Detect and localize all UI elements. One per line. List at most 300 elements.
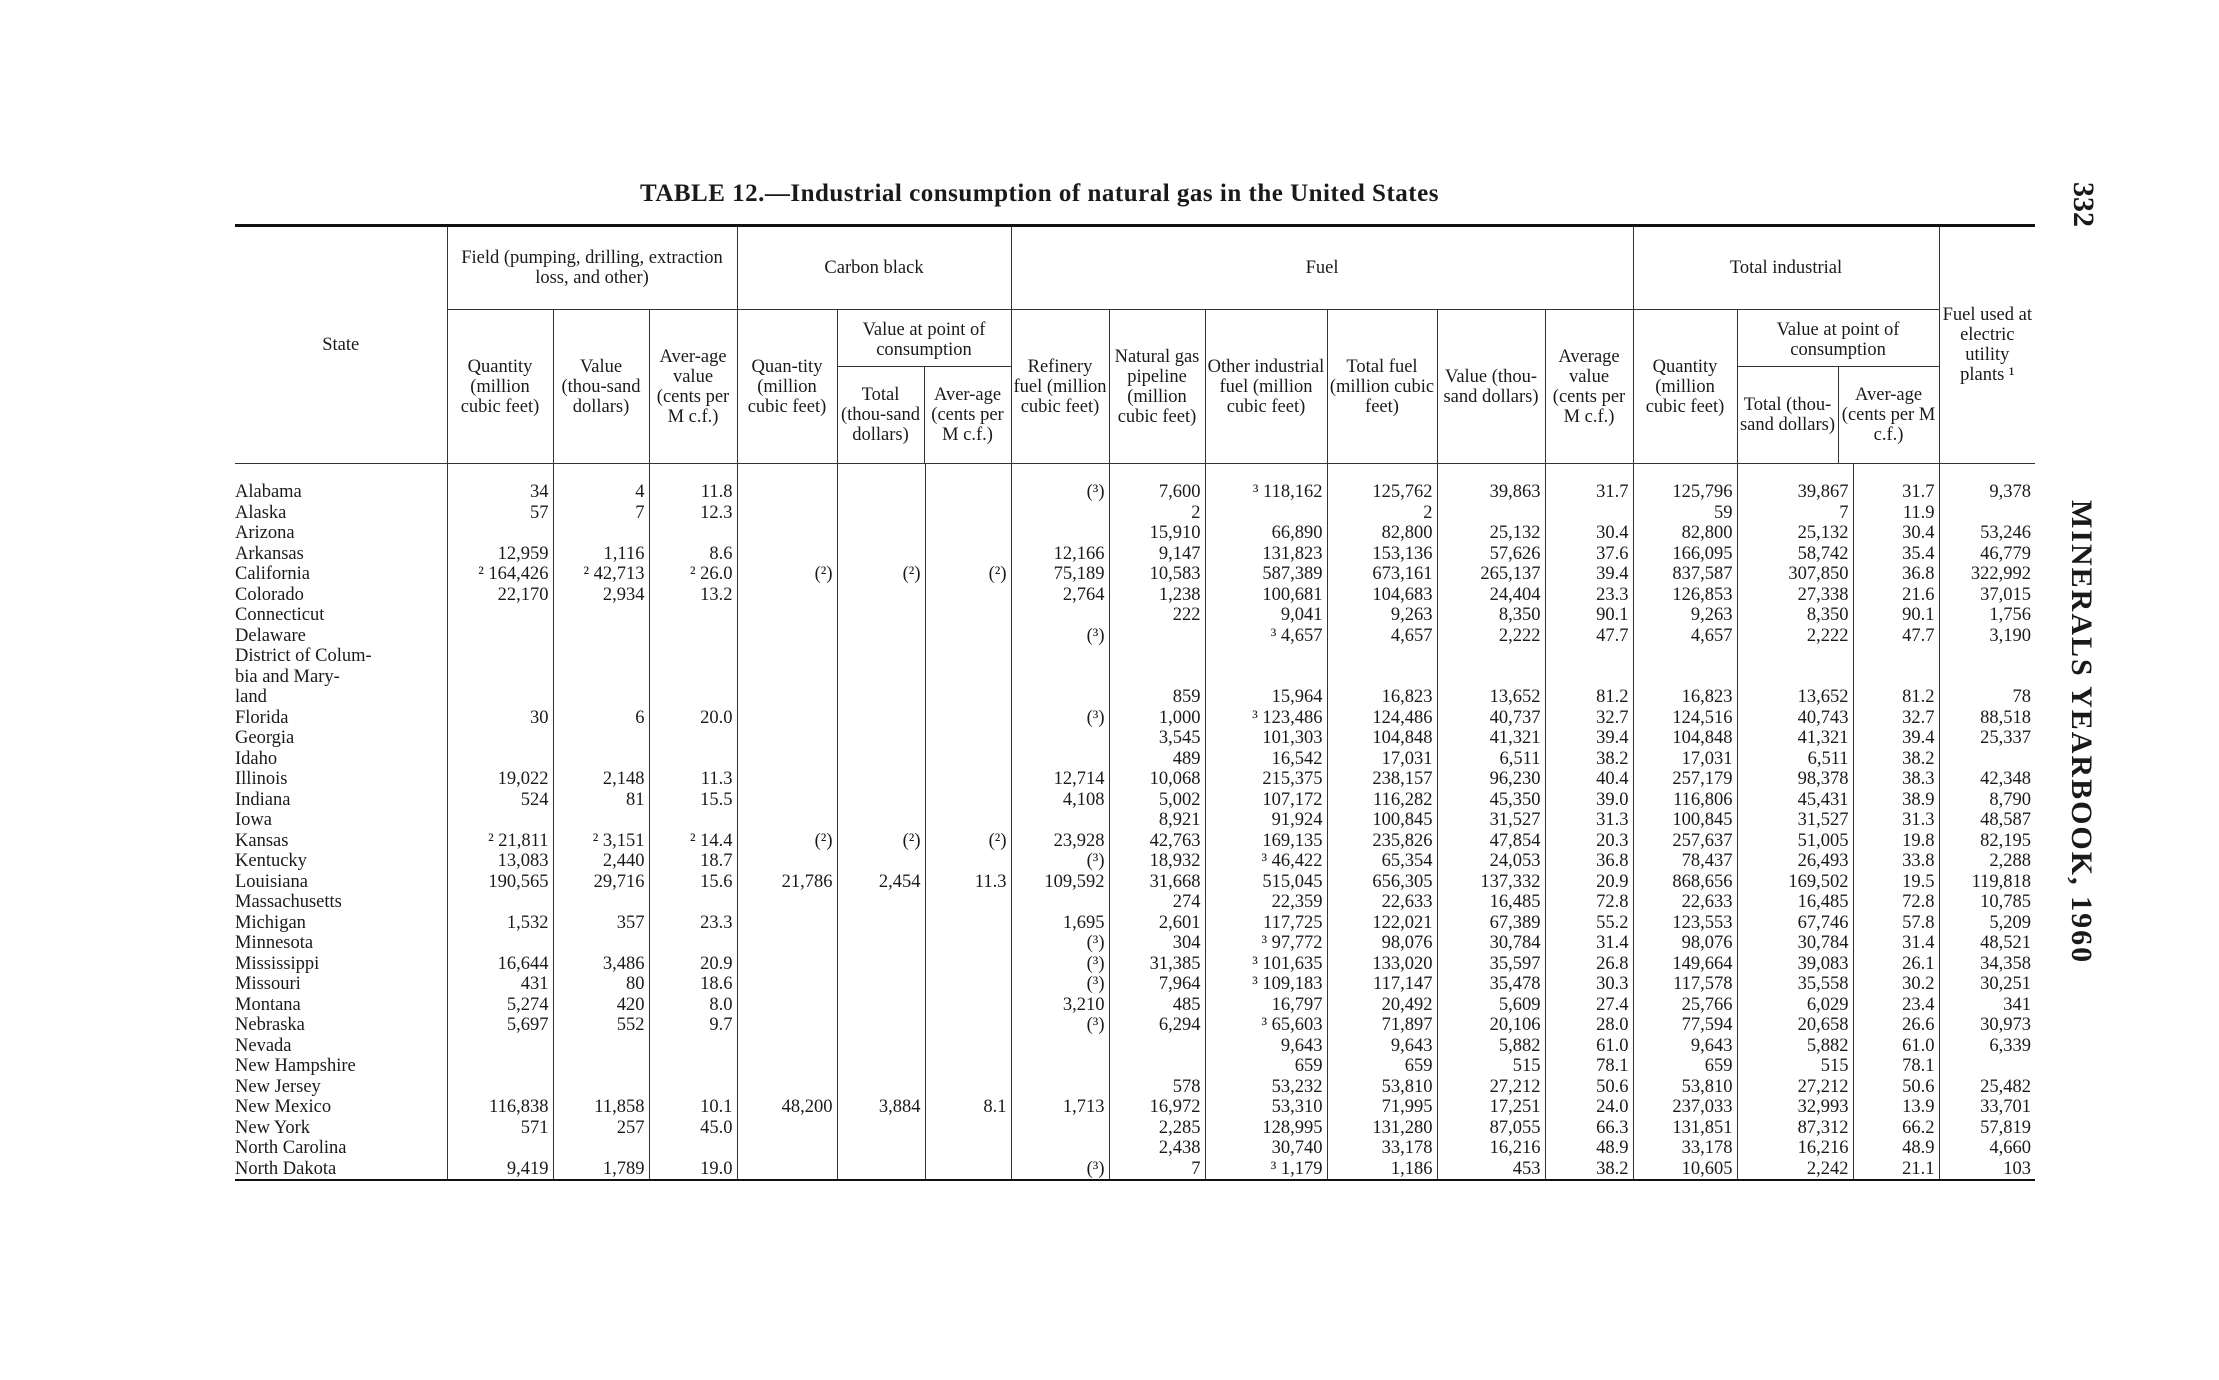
table-cell (925, 1036, 1011, 1057)
table-cell: 131,851 (1633, 1118, 1737, 1139)
table-cell (447, 1036, 553, 1057)
header-total-value-group (1737, 310, 1939, 464)
table-cell (737, 810, 837, 831)
table-cell: (³) (1011, 1015, 1109, 1036)
table-cell: 552 (553, 1015, 649, 1036)
table-cell: 87,312 (1737, 1118, 1853, 1139)
table-cell: 238,157 (1327, 769, 1437, 790)
table-cell: 65,354 (1327, 851, 1437, 872)
table-cell: 40,743 (1737, 708, 1853, 729)
table-cell (1437, 646, 1545, 667)
table-cell: 116,838 (447, 1097, 553, 1118)
table-cell (1109, 646, 1205, 667)
table-cell (649, 1138, 737, 1159)
table-cell: 31.7 (1853, 464, 1939, 503)
table-cell (925, 933, 1011, 954)
table-cell: 515,045 (1205, 872, 1327, 893)
table-body (235, 464, 2035, 1181)
state-label: Iowa (235, 810, 272, 830)
table-cell: 31,668 (1109, 872, 1205, 893)
table-cell: 67,389 (1437, 913, 1545, 934)
table-cell: 82,800 (1633, 523, 1737, 544)
table-cell: 122,021 (1327, 913, 1437, 934)
state-name (235, 1159, 447, 1181)
table-cell (837, 464, 925, 503)
table-cell: 100,845 (1633, 810, 1737, 831)
table-cell: 10,605 (1633, 1159, 1737, 1181)
table-cell (1011, 1056, 1109, 1077)
table-cell: 515 (1437, 1056, 1545, 1077)
table-cell: 47.7 (1545, 626, 1633, 647)
table-cell: 12.3 (649, 503, 737, 524)
table-cell: 9,041 (1205, 605, 1327, 626)
table-cell: 257 (553, 1118, 649, 1139)
table-cell: 2,438 (1109, 1138, 1205, 1159)
table-cell: 16,542 (1205, 749, 1327, 770)
table-cell: 31.3 (1545, 810, 1633, 831)
header-electric: Fuel used at electric utility plants ¹ (1939, 226, 2035, 464)
table-cell (447, 523, 553, 544)
table-cell: 23,928 (1011, 831, 1109, 852)
running-head: MINERALS YEARBOOK, 1960 (2065, 500, 2098, 965)
table-cell (737, 769, 837, 790)
table-cell: 77,594 (1633, 1015, 1737, 1036)
table-cell (837, 728, 925, 749)
table-cell: 8,350 (1737, 605, 1853, 626)
table-cell: 587,389 (1205, 564, 1327, 585)
table-cell: 91,924 (1205, 810, 1327, 831)
table-cell: 39,867 (1737, 464, 1853, 503)
table-cell: 45,350 (1437, 790, 1545, 811)
table-cell: 123,553 (1633, 913, 1737, 934)
state-name (235, 851, 447, 872)
table-cell: 22,170 (447, 585, 553, 606)
state-name (235, 769, 447, 790)
table-cell (447, 810, 553, 831)
table-row (235, 544, 2035, 565)
table-cell: 58,742 (1737, 544, 1853, 565)
table-cell: 659 (1205, 1056, 1327, 1077)
table-cell (553, 749, 649, 770)
table-cell (837, 749, 925, 770)
state-name (235, 464, 447, 503)
table-cell (447, 646, 553, 667)
table-cell: 8,921 (1109, 810, 1205, 831)
table-cell (837, 708, 925, 729)
table-cell (553, 1077, 649, 1098)
state-name (235, 1056, 447, 1077)
table-cell (837, 933, 925, 954)
table-cell (1939, 749, 2035, 770)
state-name (235, 749, 447, 770)
table-cell: 38.3 (1853, 769, 1939, 790)
table-cell (649, 523, 737, 544)
state-label: Montana (235, 994, 301, 1015)
table-cell: 20.9 (649, 954, 737, 975)
table-cell: ³ 65,603 (1205, 1015, 1327, 1036)
table-cell: 59 (1633, 503, 1737, 524)
table-cell (737, 626, 837, 647)
table-row (235, 1056, 2035, 1077)
table-cell: 101,303 (1205, 728, 1327, 749)
table-cell (1011, 687, 1109, 708)
table-cell: 104,683 (1327, 585, 1437, 606)
table-cell: (²) (737, 564, 837, 585)
table-cell (737, 913, 837, 934)
table-cell: 8.1 (925, 1097, 1011, 1118)
table-cell: 6,294 (1109, 1015, 1205, 1036)
table-cell (925, 749, 1011, 770)
table-cell: 35,597 (1437, 954, 1545, 975)
table-row (235, 995, 2035, 1016)
table-cell (737, 749, 837, 770)
table-cell (737, 464, 837, 503)
table-cell: 2,601 (1109, 913, 1205, 934)
state-label: Massachusetts (235, 892, 342, 912)
table-cell: 169,502 (1737, 872, 1853, 893)
table-cell (925, 892, 1011, 913)
table-cell: 659 (1327, 1056, 1437, 1077)
header-total-group: Total industrial (1633, 226, 1939, 310)
table-cell (649, 728, 737, 749)
table-cell: 71,897 (1327, 1015, 1437, 1036)
state-name (235, 503, 447, 524)
table-cell: 20.9 (1545, 872, 1633, 893)
header-carbon-vp: Value at point of consumption (838, 310, 1011, 367)
table-cell (1011, 749, 1109, 770)
table-cell: 257,179 (1633, 769, 1737, 790)
state-name (235, 974, 447, 995)
table-cell: 40.4 (1545, 769, 1633, 790)
table-cell (1633, 667, 1737, 688)
state-label: Connecticut (235, 605, 325, 625)
table-cell (553, 810, 649, 831)
table-cell: 109,592 (1011, 872, 1109, 893)
table-cell: 7 (1109, 1159, 1205, 1181)
table-cell (925, 585, 1011, 606)
table-cell: 489 (1109, 749, 1205, 770)
table-cell: 119,818 (1939, 872, 2035, 893)
table-cell: 20,492 (1327, 995, 1437, 1016)
table-cell: 22,633 (1327, 892, 1437, 913)
table-cell: 48.9 (1545, 1138, 1633, 1159)
table-cell: 837,587 (1633, 564, 1737, 585)
table-cell: 1,238 (1109, 585, 1205, 606)
table-cell: 12,166 (1011, 544, 1109, 565)
table-cell: 3,486 (553, 954, 649, 975)
table-cell: 30 (447, 708, 553, 729)
table-cell: 20.0 (649, 708, 737, 729)
table-cell: 21,786 (737, 872, 837, 893)
table-cell: 11.9 (1853, 503, 1939, 524)
table-cell: ³ 97,772 (1205, 933, 1327, 954)
table-cell (737, 523, 837, 544)
table-cell (1205, 667, 1327, 688)
table-cell: 10,785 (1939, 892, 2035, 913)
table-cell: 78 (1939, 687, 2035, 708)
table-cell (553, 605, 649, 626)
table-row (235, 564, 2035, 585)
table-row (235, 605, 2035, 626)
state-name (235, 933, 447, 954)
table-cell: 11.3 (649, 769, 737, 790)
table-cell: 27,338 (1737, 585, 1853, 606)
table-cell: 103 (1939, 1159, 2035, 1181)
table-cell: 7,964 (1109, 974, 1205, 995)
table-cell: 78.1 (1853, 1056, 1939, 1077)
table-cell: 274 (1109, 892, 1205, 913)
table-cell: 39.4 (1545, 564, 1633, 585)
table-cell (1205, 646, 1327, 667)
table-cell: 53,810 (1327, 1077, 1437, 1098)
state-label: Idaho (235, 748, 278, 769)
table-cell: 72.8 (1853, 892, 1939, 913)
table-cell: 53,246 (1939, 523, 2035, 544)
table-cell: 21.6 (1853, 585, 1939, 606)
table-cell: 98,378 (1737, 769, 1853, 790)
table-cell: 17,031 (1633, 749, 1737, 770)
table-row (235, 954, 2035, 975)
table-cell (837, 769, 925, 790)
table-cell: 23.4 (1853, 995, 1939, 1016)
table-cell: 25,132 (1737, 523, 1853, 544)
table-cell (925, 687, 1011, 708)
table-cell: 42,763 (1109, 831, 1205, 852)
table-row (235, 523, 2035, 544)
state-name (235, 728, 447, 749)
table-cell: (³) (1011, 974, 1109, 995)
table-cell: 78.1 (1545, 1056, 1633, 1077)
table-cell: 37,015 (1939, 585, 2035, 606)
table-cell (1939, 646, 2035, 667)
table-cell (837, 1015, 925, 1036)
table-cell (447, 687, 553, 708)
state-label: Georgia (235, 728, 295, 748)
table-cell: 39,083 (1737, 954, 1853, 975)
table-cell (1109, 626, 1205, 647)
table-cell (649, 810, 737, 831)
table-cell (1327, 667, 1437, 688)
table-cell (1011, 605, 1109, 626)
table-cell: 515 (1737, 1056, 1853, 1077)
table-cell (1737, 646, 1853, 667)
table-row (235, 913, 2035, 934)
table-cell (1205, 503, 1327, 524)
table-cell (837, 1138, 925, 1159)
table-row (235, 1118, 2035, 1139)
table-cell (737, 687, 837, 708)
state-name (235, 954, 447, 975)
table-cell: 19.8 (1853, 831, 1939, 852)
table-cell: ² 26.0 (649, 564, 737, 585)
table-cell: 35,478 (1437, 974, 1545, 995)
header-field-value: Value (thou-sand dollars) (553, 310, 649, 464)
header-carbon-value-group (837, 310, 1011, 464)
table-cell: 1,116 (553, 544, 649, 565)
table-cell: 36.8 (1545, 851, 1633, 872)
state-label: Nebraska (235, 1015, 305, 1035)
table-cell: 304 (1109, 933, 1205, 954)
table-cell: 10,068 (1109, 769, 1205, 790)
table-cell (837, 892, 925, 913)
header-carbon-group: Carbon black (737, 226, 1011, 310)
state-label: Colorado (235, 584, 304, 605)
table-cell (837, 626, 925, 647)
table-cell (1109, 1036, 1205, 1057)
table-cell: 57,626 (1437, 544, 1545, 565)
table-cell (925, 523, 1011, 544)
table-cell: 13,652 (1437, 687, 1545, 708)
table-cell: 100,845 (1327, 810, 1437, 831)
header-total-total: Total (thou-sand dollars) (1738, 367, 1839, 463)
table-cell: (²) (837, 564, 925, 585)
table-cell (837, 687, 925, 708)
state-label: Delaware (235, 625, 306, 646)
table-cell: 78,437 (1633, 851, 1737, 872)
table-cell: 19.0 (649, 1159, 737, 1181)
table-cell (737, 995, 837, 1016)
table-cell: (²) (925, 564, 1011, 585)
table-cell (925, 626, 1011, 647)
state-label: Alabama (235, 482, 302, 502)
table-cell: 5,882 (1737, 1036, 1853, 1057)
state-name (235, 831, 447, 852)
state-label: New Hampshire (235, 1056, 356, 1076)
table-cell (1109, 667, 1205, 688)
table-cell: 31,385 (1109, 954, 1205, 975)
table-cell: 20,106 (1437, 1015, 1545, 1036)
table-cell (737, 1159, 837, 1181)
table-cell (1327, 646, 1437, 667)
table-cell: 36.8 (1853, 564, 1939, 585)
table-cell (925, 503, 1011, 524)
table-cell: 48,587 (1939, 810, 2035, 831)
table-cell: 1,532 (447, 913, 553, 934)
table-cell: 23.3 (1545, 585, 1633, 606)
table-cell: 30.3 (1545, 974, 1633, 995)
table-cell: 35,558 (1737, 974, 1853, 995)
table-cell: 656,305 (1327, 872, 1437, 893)
table-cell: 26,493 (1737, 851, 1853, 872)
table-cell: 9,147 (1109, 544, 1205, 565)
table-cell: 18.6 (649, 974, 737, 995)
table-cell: 20.3 (1545, 831, 1633, 852)
table-cell (925, 913, 1011, 934)
state-name (235, 708, 447, 729)
header-fuel-value: Value (thou-sand dollars) (1437, 310, 1545, 464)
table-cell: 29,716 (553, 872, 649, 893)
table-cell: 4,660 (1939, 1138, 2035, 1159)
table-cell: 10,583 (1109, 564, 1205, 585)
table-cell: 673,161 (1327, 564, 1437, 585)
table-row (235, 687, 2035, 708)
state-label: Kansas (235, 830, 289, 851)
table-cell: 30,740 (1205, 1138, 1327, 1159)
table-cell: 39,863 (1437, 464, 1545, 503)
table-cell (649, 1036, 737, 1057)
table-cell: 24.0 (1545, 1097, 1633, 1118)
table-cell: 9,643 (1205, 1036, 1327, 1057)
table-cell: (³) (1011, 464, 1109, 503)
header-carbon-avg: Aver-age (cents per M c.f.) (931, 385, 1004, 445)
table-row (235, 728, 2035, 749)
table-cell: 30.2 (1853, 974, 1939, 995)
table-cell: 116,806 (1633, 790, 1737, 811)
table-cell: 57 (447, 503, 553, 524)
state-name (235, 913, 447, 934)
table-cell: 4,657 (1633, 626, 1737, 647)
table-cell: 6,511 (1437, 749, 1545, 770)
table-cell: 13,083 (447, 851, 553, 872)
table-cell: 117,147 (1327, 974, 1437, 995)
table-cell (737, 1056, 837, 1077)
table-cell: 61.0 (1545, 1036, 1633, 1057)
table-cell: 31.7 (1545, 464, 1633, 503)
table-cell: 48,521 (1939, 933, 2035, 954)
table-cell (925, 464, 1011, 503)
table-cell (1011, 1077, 1109, 1098)
table-cell: 2,222 (1437, 626, 1545, 647)
header-refinery: Refinery fuel (million cubic feet) (1011, 310, 1109, 464)
header-carbon-total: Total (thou-sand dollars) (838, 367, 925, 463)
table-row (235, 851, 2035, 872)
table-cell: 98,076 (1633, 933, 1737, 954)
table-row (235, 503, 2035, 524)
table-cell: 35.4 (1853, 544, 1939, 565)
table-cell: 41,321 (1437, 728, 1545, 749)
table-cell (553, 728, 649, 749)
table-cell: 222 (1109, 605, 1205, 626)
table-cell: ³ 109,183 (1205, 974, 1327, 995)
table-cell: 4,657 (1327, 626, 1437, 647)
table-cell (925, 667, 1011, 688)
table-cell: 2 (1327, 503, 1437, 524)
table-cell: 524 (447, 790, 553, 811)
table-cell: 2,454 (837, 872, 925, 893)
table-cell: 27,212 (1437, 1077, 1545, 1098)
table-header (235, 226, 2035, 464)
table-cell: 81 (553, 790, 649, 811)
table-cell: 66,890 (1205, 523, 1327, 544)
table-cell: 30.4 (1853, 523, 1939, 544)
table-cell (737, 585, 837, 606)
table-cell (925, 790, 1011, 811)
table-row (235, 1015, 2035, 1036)
table-cell: 45,431 (1737, 790, 1853, 811)
table-cell: 4,108 (1011, 790, 1109, 811)
table-cell (837, 790, 925, 811)
table-cell (837, 1159, 925, 1181)
header-other-industrial: Other industrial fuel (million cubic feet) (1205, 310, 1327, 464)
table-cell: 131,280 (1327, 1118, 1437, 1139)
table-cell: 18,932 (1109, 851, 1205, 872)
table-row (235, 626, 2035, 647)
table-cell: 3,190 (1939, 626, 2035, 647)
header-total-vp: Value at point of consumption (1738, 310, 1939, 367)
table-cell: 485 (1109, 995, 1205, 1016)
table-cell (737, 851, 837, 872)
table-cell: 8.6 (649, 544, 737, 565)
table-cell (447, 749, 553, 770)
table-cell: 33,178 (1633, 1138, 1737, 1159)
table-cell: 15.5 (649, 790, 737, 811)
table-cell: 5,882 (1437, 1036, 1545, 1057)
table-cell (1011, 1138, 1109, 1159)
table-row (235, 810, 2035, 831)
table-cell: 9,419 (447, 1159, 553, 1181)
table-cell: 1,789 (553, 1159, 649, 1181)
table-cell: 13,652 (1737, 687, 1853, 708)
